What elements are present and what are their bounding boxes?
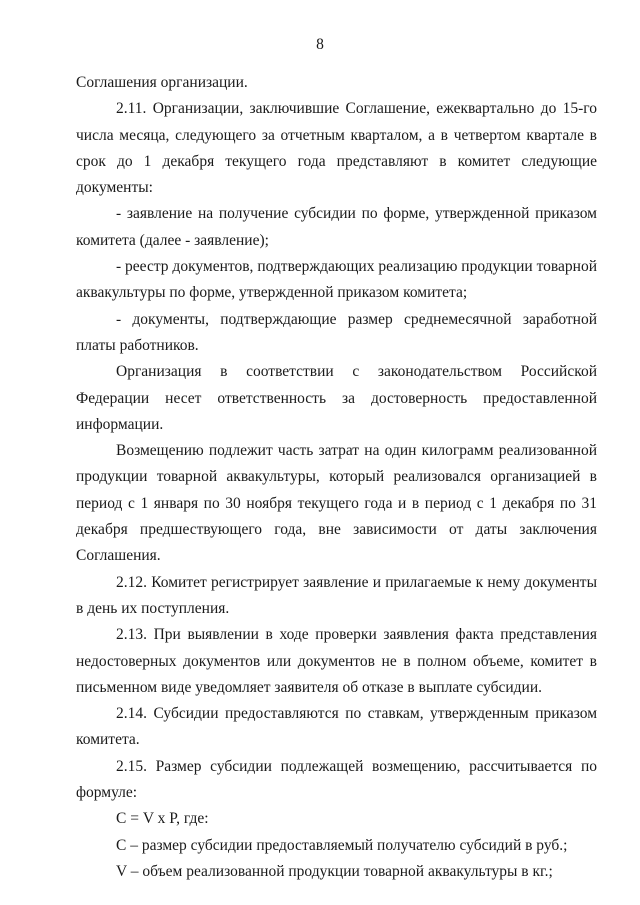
paragraph-clause-2-11: 2.11. Организации, заключившие Соглашение, ежеквартально до 15-го числа месяца, следующего за отчетным кварталом, а в четвертом квартале в срок до 1 декабря текущего года представляют в комитет следующие документы: bbox=[76, 100, 597, 197]
paragraph-clause-2-12: 2.12. Комитет регистрирует заявление и прилагаемые к нему документы в день их поступления. bbox=[76, 573, 597, 617]
document-body bbox=[76, 70, 597, 885]
paragraph-clause-2-13: 2.13. При выявлении в ходе проверки заявления факта представления недостоверных документов или документов не в полном объеме, комитет в письменном виде уведомляет заявителя об отказе в выплате субсидии. bbox=[76, 626, 597, 696]
formula-definition-v: V – объем реализованной продукции товарной аквакультуры в кг.; bbox=[116, 862, 553, 880]
formula: С = V x P, где: bbox=[116, 810, 209, 828]
paragraph-reimbursement: Возмещению подлежит часть затрат на один килограмм реализованной продукции товарной аквакультуры, который реализовался организацией в период с 1 января по 30 ноября текущего года и в период с 1 декабря по 31 декабря предшествующего года, вне зависимости от даты заключения Соглашения. bbox=[76, 442, 597, 565]
list-item-application: - заявление на получение субсидии по форме, утвержденной приказом комитета (далее - заявление); bbox=[76, 205, 597, 249]
list-item-salary-documents: - документы, подтверждающие размер среднемесячной заработной платы работников. bbox=[76, 310, 597, 354]
paragraph-clause-2-15: 2.15. Размер субсидии подлежащей возмещению, рассчитывается по формуле: bbox=[76, 757, 597, 802]
list-item-registry: - реестр документов, подтверждающих реализацию продукции товарной аквакультуры по форме, утвержденной приказом комитета; bbox=[76, 258, 597, 302]
page-number: 8 bbox=[316, 36, 324, 53]
paragraph-clause-2-14: 2.14. Субсидии предоставляются по ставкам, утвержденным приказом комитета. bbox=[76, 705, 597, 749]
paragraph-continuation: Соглашения организации. bbox=[76, 74, 248, 91]
formula-definition-c: С – размер субсидии предоставляемый получателю субсидий в руб.; bbox=[116, 836, 568, 854]
paragraph-responsibility: Организация в соответствии с законодательством Российской Федерации несет ответственность за достоверность предоставленной информации. bbox=[76, 363, 597, 433]
